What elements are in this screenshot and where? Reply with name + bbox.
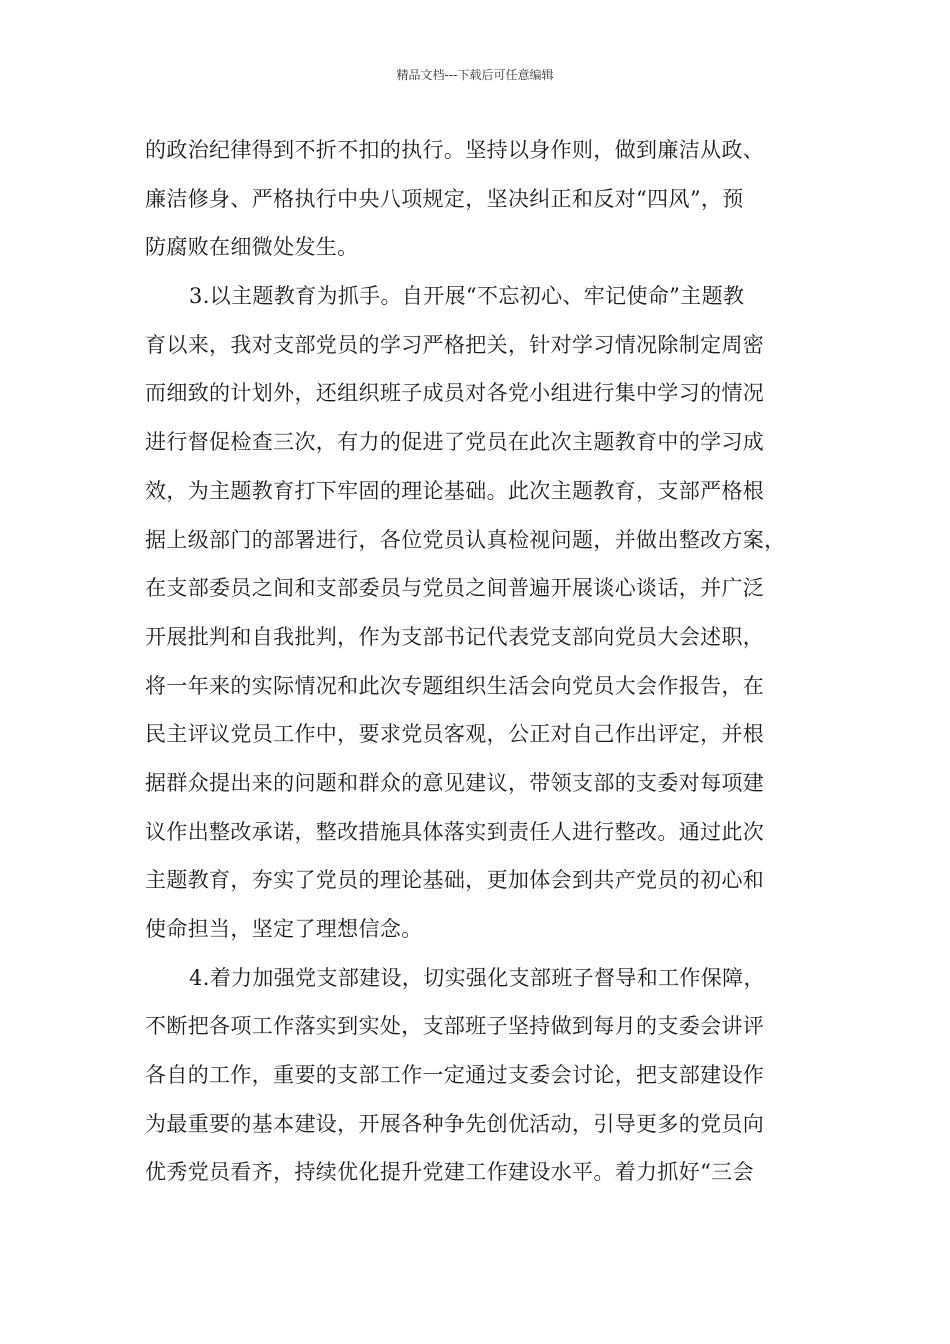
text-line: 主题教育，夯实了党员的理论基础，更加体会到共产党员的初心和 <box>145 868 765 893</box>
text-line: 在支部委员之间和支部委员与党员之间普遍开展谈心谈话，并广泛 <box>145 576 765 601</box>
text-line: 的政治纪律得到不折不扣的执行。坚持以身作则，做到廉洁从政、 <box>145 138 765 162</box>
text-line: 为最重要的基本建设，开展各种争先创优活动，引导更多的党员向 <box>145 1111 765 1136</box>
text-line: 开展批判和自我批判，作为支部书记代表党支部向党员大会述职， <box>145 624 765 649</box>
text-line: 不断把各项工作落实到实处，支部班子坚持做到每月的支委会讲评 <box>145 1014 765 1039</box>
text-line: 4.着力加强党支部建设，切实强化支部班子督导和工作保障， <box>189 965 765 990</box>
text-line: 进行督促检查三次，有力的促进了党员在此次主题教育中的学习成 <box>145 430 765 455</box>
text-line: 各自的工作，重要的支部工作一定通过支委会讨论，把支部建设作 <box>145 1063 765 1088</box>
body-text <box>145 126 805 1197</box>
text-line: 将一年来的实际情况和此次专题组织生活会向党员大会作报告，在 <box>145 673 765 698</box>
text-line: 而细致的计划外，还组织班子成员对各党小组进行集中学习的情况 <box>145 381 765 406</box>
text-line: 议作出整改承诺，整改措施具体落实到责任人进行整改。通过此次 <box>145 819 765 844</box>
text-line: 廉洁修身、严格执行中央八项规定，坚决纠正和反对“四风”，预 <box>145 186 744 211</box>
text-line: 效，为主题教育打下牢固的理论基础。此次主题教育，支部严格根 <box>145 478 765 503</box>
text-line: 防腐败在细微处发生。 <box>145 235 359 260</box>
text-line: 据群众提出来的问题和群众的意见建议，带领支部的支委对每项建 <box>145 770 765 795</box>
text-line: 据上级部门的部署进行，各位党员认真检视问题，并做出整改方案， <box>145 527 786 552</box>
page-header: 精品文档---下载后可任意编辑 <box>396 68 554 82</box>
text-line: 优秀党员看齐，持续优化提升党建工作建设水平。着力抓好“三会 <box>145 1160 754 1185</box>
text-line: 使命担当，坚定了理想信念。 <box>145 917 423 941</box>
text-line: 民主评议党员工作中，要求党员客观，公正对自己作出评定，并根 <box>145 722 765 747</box>
text-line: 育以来，我对支部党员的学习严格把关，针对学习情况除制定周密 <box>145 332 765 357</box>
text-line: 3.以主题教育为抓手。自开展“不忘初心、牢记使命”主题教 <box>189 284 745 309</box>
